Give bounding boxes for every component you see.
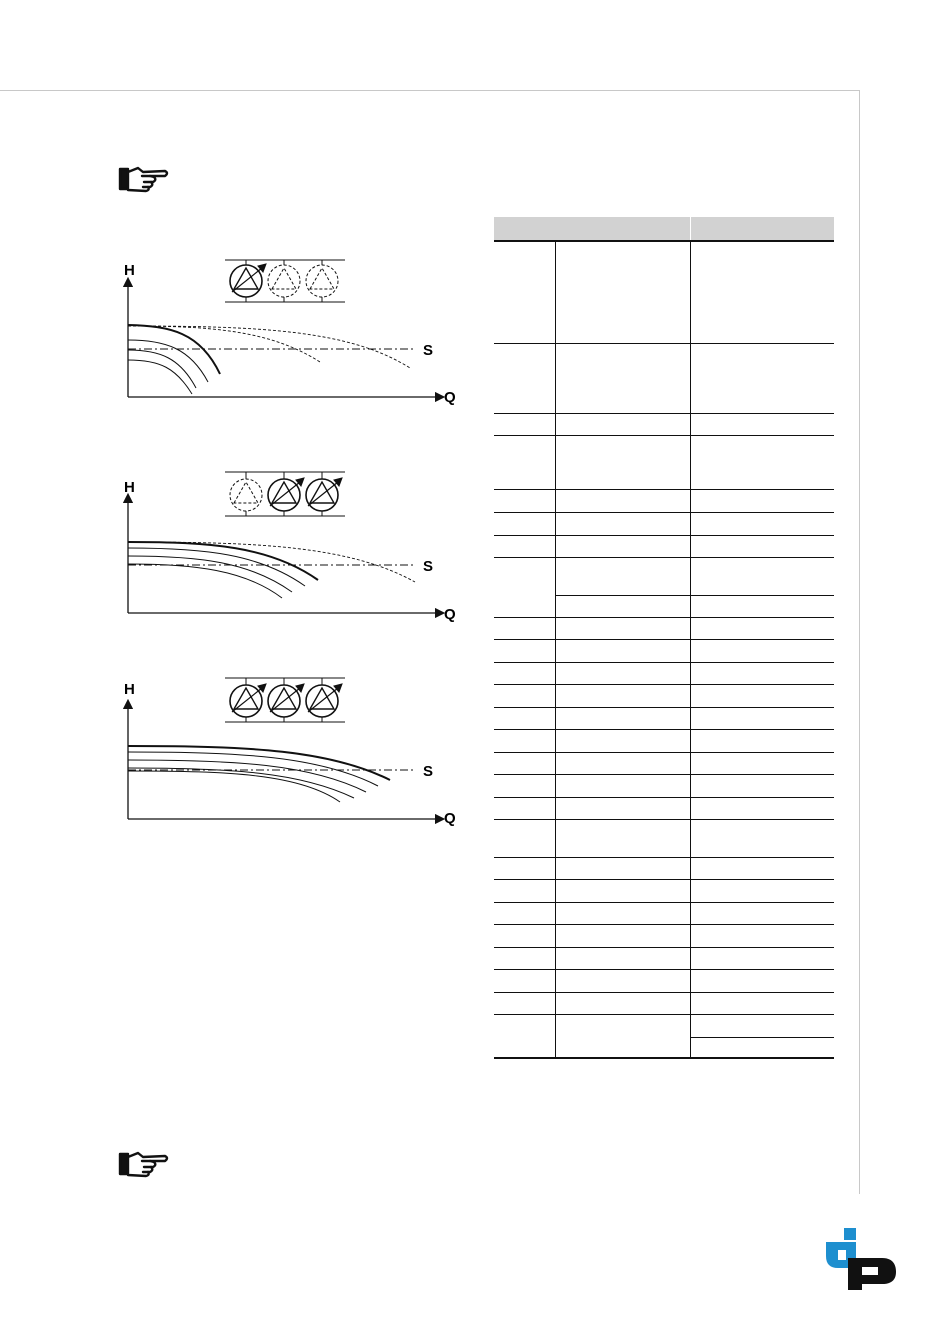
y-axis-label: H: [124, 479, 135, 496]
table-row-divider: [494, 684, 834, 685]
x-axis-label: Q: [444, 810, 456, 827]
active-pump-icon: [306, 478, 342, 511]
standby-curve: [128, 326, 320, 362]
pump-group: [225, 260, 345, 302]
table-bottom-rule: [494, 1057, 834, 1059]
table-row-divider: [494, 557, 834, 558]
speed-curve: [128, 771, 340, 802]
pointing-hand-icon: [118, 1148, 170, 1178]
speed-curve: [128, 564, 282, 598]
table-row-divider: [494, 343, 834, 344]
max-speed-curve: [128, 325, 220, 374]
table-row-divider: [494, 969, 834, 970]
active-pump-icon: [230, 264, 266, 297]
table-row-divider: [494, 413, 834, 414]
table-row-divider: [494, 729, 834, 730]
y-axis-label: H: [124, 262, 135, 279]
table-header: [494, 217, 834, 240]
pump-curve-diagram-3: [110, 672, 470, 832]
standby-curve: [128, 542, 415, 582]
dp-logo: [826, 1228, 896, 1290]
table-row-divider: [494, 819, 834, 820]
standby-pump-icon: [306, 265, 338, 297]
speed-curve: [128, 360, 192, 394]
table-row-divider: [494, 879, 834, 880]
table-row-divider: [494, 512, 834, 513]
speed-curve: [128, 548, 305, 586]
page-frame-top: [0, 90, 860, 91]
pump-curve-diagram-2: [110, 466, 470, 626]
speed-curve: [128, 556, 292, 592]
active-pump-icon: [268, 478, 304, 511]
table-row-divider: [494, 774, 834, 775]
setpoint-label: S: [423, 558, 434, 575]
table-row-divider: [494, 617, 834, 618]
table-row-divider: [494, 662, 834, 663]
table-row-divider: [494, 435, 834, 436]
active-pump-icon: [230, 684, 266, 717]
standby-pump-icon: [268, 265, 300, 297]
table-row-divider: [494, 992, 834, 993]
table-column-divider: [555, 242, 556, 1059]
pump-group: [225, 678, 345, 722]
table-row-divider: [494, 752, 834, 753]
table-row-divider: [690, 1037, 834, 1038]
table-row-divider: [494, 639, 834, 640]
setpoint-label: S: [423, 342, 434, 359]
table-row-divider: [555, 595, 834, 596]
table-row-divider: [494, 902, 834, 903]
x-axis-label: Q: [444, 389, 456, 406]
setpoint-label: S: [423, 763, 434, 780]
standby-curve: [128, 326, 410, 368]
active-pump-icon: [268, 684, 304, 717]
table-row-divider: [494, 924, 834, 925]
y-axis-label: H: [124, 681, 135, 698]
parameter-table: [494, 217, 834, 1062]
speed-curve: [128, 350, 196, 388]
table-row-divider: [494, 489, 834, 490]
active-pump-icon: [306, 684, 342, 717]
x-axis-label: Q: [444, 606, 456, 623]
table-row-divider: [494, 535, 834, 536]
table-row-divider: [494, 857, 834, 858]
table-row-divider: [494, 707, 834, 708]
pump-group: [225, 472, 345, 516]
table-row-divider: [494, 947, 834, 948]
table-column-divider: [690, 242, 691, 1059]
standby-pump-icon: [230, 479, 262, 511]
pointing-hand-icon: [118, 163, 170, 193]
speed-curve: [128, 768, 354, 798]
table-row-divider: [494, 1014, 834, 1015]
speed-curve: [128, 760, 366, 792]
page-frame-right: [859, 90, 860, 1194]
table-row-divider: [494, 797, 834, 798]
pump-curve-diagram-1: [110, 250, 470, 410]
